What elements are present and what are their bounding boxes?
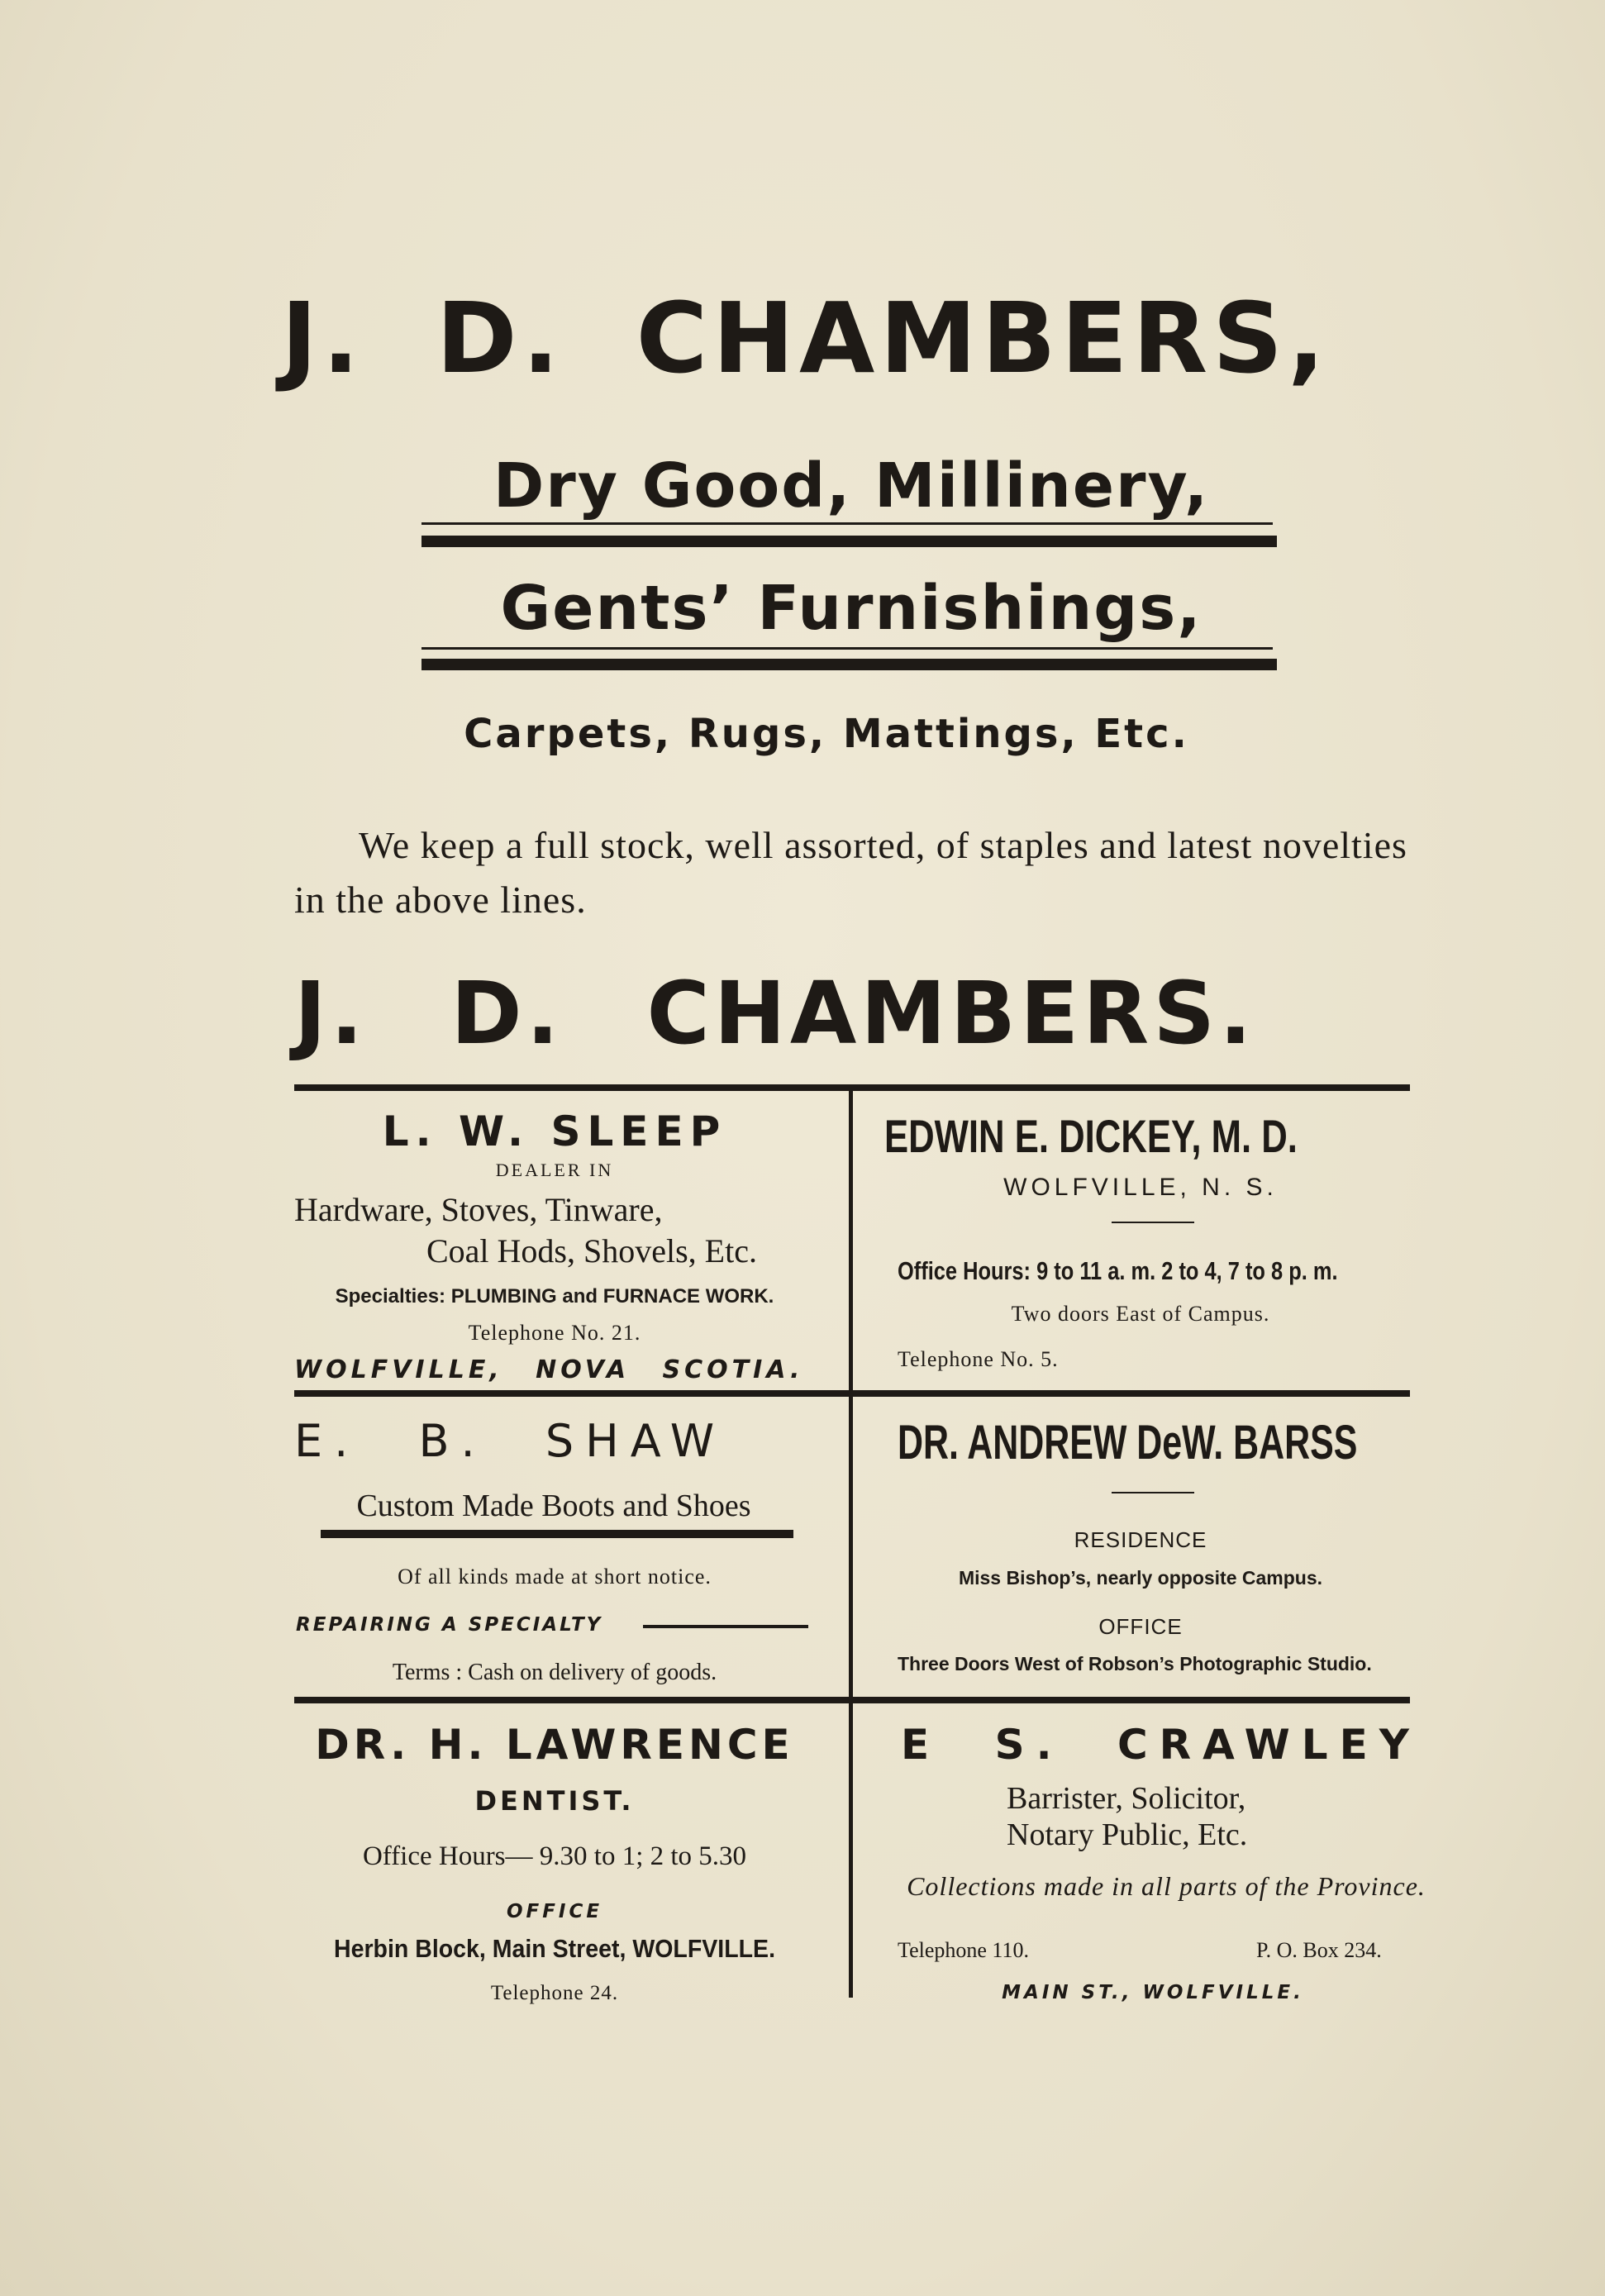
thick-rule [421, 659, 1277, 670]
gents-furnishings-line: Gents’ Furnishings, [500, 573, 1203, 644]
shaw-kinds: Of all kinds made at short notice. [398, 1565, 712, 1589]
lawrence-title: DENTIST. [474, 1785, 635, 1817]
shaw-name: E. B. SHAW [294, 1415, 726, 1467]
barss-name: DR. ANDREW DeW. BARSS [898, 1416, 1358, 1470]
grid-divider-3 [849, 1703, 853, 1998]
lawrence-telephone: Telephone 24. [490, 1982, 619, 2004]
sleep-goods-2: Coal Hods, Shovels, Etc. [426, 1232, 757, 1269]
barss-residence-label: RESIDENCE [1074, 1527, 1207, 1552]
crawley-box: P. O. Box 234. [1256, 1938, 1382, 1962]
carpets-line: Carpets, Rugs, Mattings, Etc. [464, 711, 1189, 757]
grid-divider-1 [849, 1091, 853, 1395]
barss-office-label: OFFICE [1098, 1614, 1183, 1639]
lawrence-hours: Office Hours— 9.30 to 1; 2 to 5.30 [362, 1841, 747, 1871]
shaw-repairing: REPAIRING A SPECIALTY [296, 1614, 603, 1636]
grid-rule-middle [294, 1390, 1410, 1397]
sleep-place: WOLFVILLE, NOVA SCOTIA. [294, 1355, 804, 1384]
lawrence-office-label: OFFICE [506, 1901, 603, 1922]
short-rule [1112, 1492, 1194, 1493]
grid-divider-2 [849, 1397, 853, 1701]
main-title: J. D. CHAMBERS, [281, 281, 1330, 395]
sleep-name: L. W. SLEEP [382, 1108, 727, 1155]
repairing-rule [643, 1625, 808, 1628]
sleep-telephone: Telephone No. 21. [468, 1321, 641, 1345]
shaw-rule [321, 1530, 793, 1538]
dickey-name: EDWIN E. DICKEY, M. D. [884, 1110, 1298, 1162]
barss-office: Three Doors West of Robson’s Photographic Studio. [898, 1653, 1372, 1674]
shaw-terms: Terms : Cash on delivery of goods. [392, 1660, 717, 1685]
barss-residence: Miss Bishop’s, nearly opposite Campus. [958, 1567, 1323, 1589]
stock-paragraph: We keep a full stock, well assorted, of staples and latest novelties in the above lines. [294, 824, 1407, 921]
sleep-dealer: DEALER IN [495, 1160, 614, 1180]
crawley-collections: Collections made in all parts of the Province. [907, 1871, 1426, 1901]
crawley-name: E S. CRAWLEY [901, 1721, 1421, 1769]
crawley-line-2: Notary Public, Etc. [1007, 1817, 1248, 1852]
main-title-repeat: J. D. CHAMBERS. [294, 963, 1256, 1064]
dickey-telephone: Telephone No. 5. [898, 1347, 1059, 1371]
lawrence-office: Herbin Block, Main Street, WOLFVILLE. [333, 1934, 776, 1963]
sleep-specialties: Specialties: PLUMBING and FURNACE WORK. [335, 1285, 774, 1308]
dickey-place: WOLFVILLE, N. S. [1003, 1174, 1278, 1201]
dickey-hours: Office Hours: 9 to 11 a. m. 2 to 4, 7 to 8 p. m. [898, 1256, 1338, 1285]
thick-rule [421, 536, 1277, 547]
sleep-goods-1: Hardware, Stoves, Tinware, [294, 1191, 663, 1228]
underline-rule [421, 647, 1273, 650]
lawrence-name: DR. H. LAWRENCE [315, 1721, 794, 1769]
underline-rule [421, 522, 1273, 525]
short-rule [1112, 1222, 1194, 1223]
crawley-address: MAIN ST., WOLFVILLE. [1002, 1982, 1304, 2003]
grid-rule-lower [294, 1697, 1410, 1703]
shaw-tagline: Custom Made Boots and Shoes [356, 1489, 751, 1523]
dickey-location: Two doors East of Campus. [1011, 1302, 1270, 1326]
grid-rule-top [294, 1084, 1410, 1091]
crawley-telephone: Telephone 110. [898, 1938, 1029, 1962]
crawley-line-1: Barrister, Solicitor, [1007, 1781, 1246, 1816]
dry-goods-line: Dry Good, Millinery, [493, 450, 1210, 522]
